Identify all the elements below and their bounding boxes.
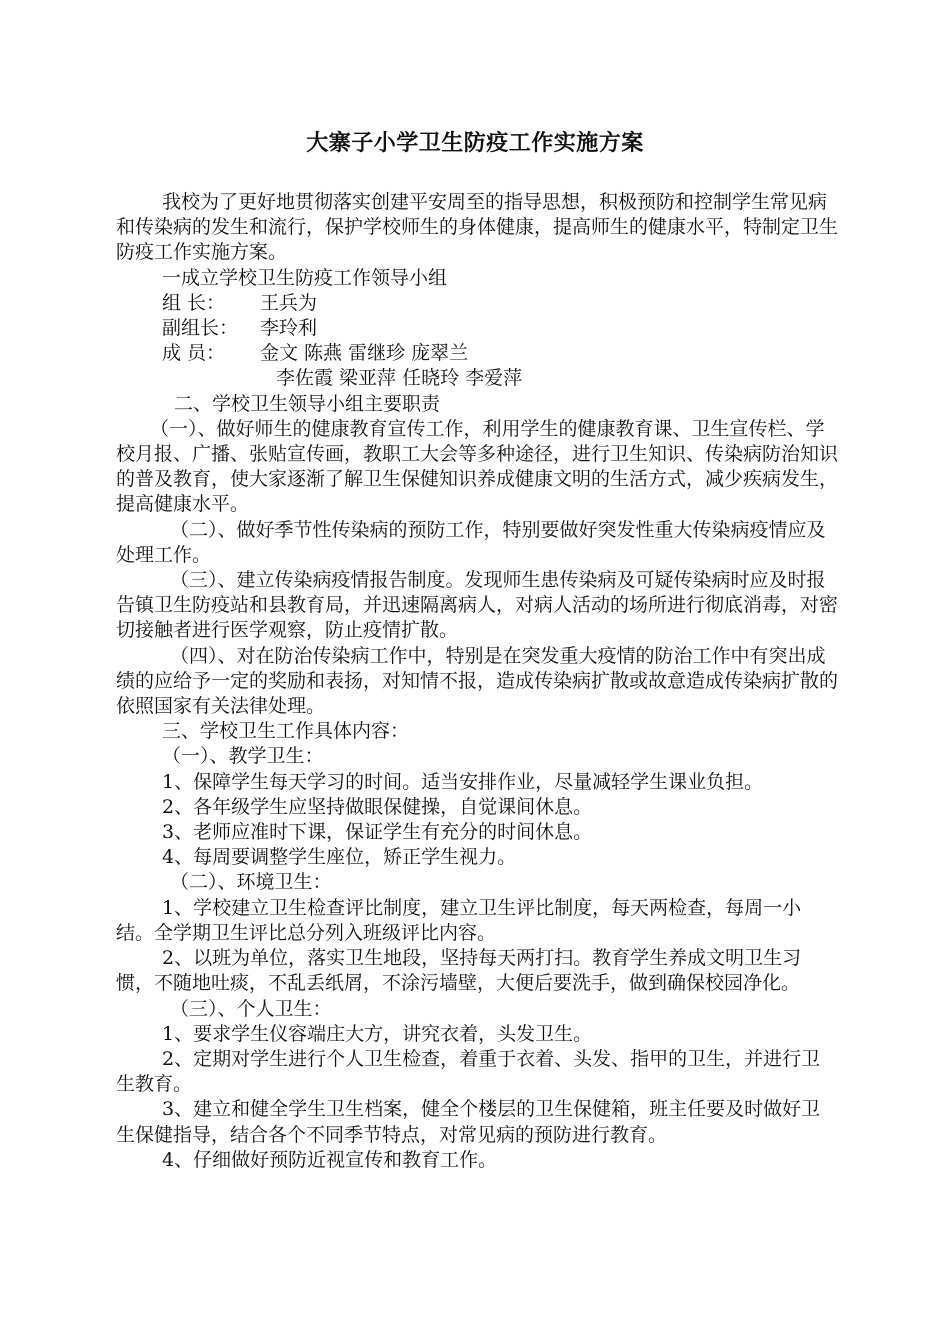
document-title: 大寨子小学卫生防疫工作实施方案	[306, 130, 644, 156]
personal-hygiene-item: 3、建立和健全学生卫生档案，健全个楼层的卫生保健箱，班主任要及时做好卫生保健指导，结合各个不同季节特点，对常见病的预防进行教育。	[116, 1098, 821, 1146]
section2-heading: 二、学校卫生领导小组主要职责	[174, 392, 441, 415]
document-body	[116, 190, 838, 1173]
section3-heading: 三、学校卫生工作具体内容：	[162, 720, 410, 743]
leader-name: 王兵为	[260, 291, 318, 314]
deputy-label: 副组长：	[162, 317, 239, 340]
environment-hygiene-item: 2、以班为单位，落实卫生地段，坚持每天两打扫。教育学生养成文明卫生习惯，不随地吐痰，不乱丢纸屑，不涂污墙壁，大便后要洗手，做到确保校园净化。	[116, 947, 802, 995]
personal-hygiene-heading: （三）、个人卫生：	[170, 997, 332, 1020]
deputy-row	[116, 316, 838, 341]
personal-hygiene-item: 2、定期对学生进行个人卫生检查，着重于衣着、头发、指甲的卫生，并进行卫生教育。	[116, 1047, 821, 1096]
members-line-2: 李佐霞 梁亚萍 任晓玲 李爱萍	[276, 367, 523, 390]
leader-row	[116, 291, 838, 316]
teaching-hygiene-item: 4、每周要调整学生座位，矫正学生视力。	[162, 846, 517, 869]
environment-hygiene-item: 1、学校建立卫生检查评比制度，建立卫生评比制度，每天两检查，每周一小结。全学期卫生评比总分列入班级评比内容。	[116, 896, 802, 944]
deputy-name: 李玲利	[260, 317, 318, 340]
environment-hygiene-heading: （二）、环境卫生：	[170, 871, 332, 894]
teaching-hygiene-item: 1、保障学生每天学习的时间。适当安排作业，尽量减轻学生课业负担。	[162, 770, 764, 793]
section2-paragraph-1: （一）、做好师生的健康教育宣传工作，利用学生的健康教育课、卫生宣传栏、学校月报、广播、张贴宣传画，教职工大会等多种途径，进行卫生知识、传染病防治知识的普及教育，使大家逐渐了解卫生保健知识养成健康文明的生活方式，减少疾病发生，提高健康水平。	[116, 417, 839, 516]
teaching-hygiene-heading: （一）、教学卫生：	[162, 745, 324, 768]
intro-paragraph: 我校为了更好地贯彻落实创建平安周至的指导思想，积极预防和控制学生常见病和传染病的发生和流行，保护学校师生的身体健康，提高师生的健康水平，特制定卫生防疫工作实施方案。	[116, 191, 839, 264]
teaching-hygiene-item: 3、老师应准时下课，保证学生有充分的时间休息。	[162, 821, 593, 844]
members-row-2	[116, 366, 838, 391]
section2-paragraph-3: （三）、建立传染病疫情报告制度。发现师生患传染病及可疑传染病时应及时报告镇卫生防疫站和县教育局，并迅速隔离病人，对病人活动的场所进行彻底消毒，对密切接触者进行医学观察，防止疫情扩散。	[116, 569, 839, 642]
personal-hygiene-item: 4、仔细做好预防近视宣传和教育工作。	[162, 1148, 498, 1171]
members-label: 成 员：	[162, 342, 226, 365]
section1-heading: 一成立学校卫生防疫工作领导小组	[162, 266, 448, 289]
section2-paragraph-4: （四）、对在防治传染病工作中，特别是在突发重大疫情的防治工作中有突出成绩的应给予一定的奖励和表扬，对知情不报，造成传染病扩散或故意造成传染病扩散的依照国家有关法律处理。	[116, 644, 839, 718]
members-line-1: 金文 陈燕 雷继珍 庞翠兰	[260, 342, 469, 365]
teaching-hygiene-item: 2、各年级学生应坚持做眼保健操，自觉课间休息。	[162, 795, 593, 818]
section2-paragraph-2: （二）、做好季节性传染病的预防工作，特别要做好突发性重大传染病疫情应及处理工作。	[116, 518, 826, 566]
members-row	[116, 341, 838, 366]
leader-label: 组 长：	[162, 291, 226, 314]
personal-hygiene-item: 1、要求学生仪容端庄大方，讲究衣着，头发卫生。	[162, 1022, 593, 1045]
